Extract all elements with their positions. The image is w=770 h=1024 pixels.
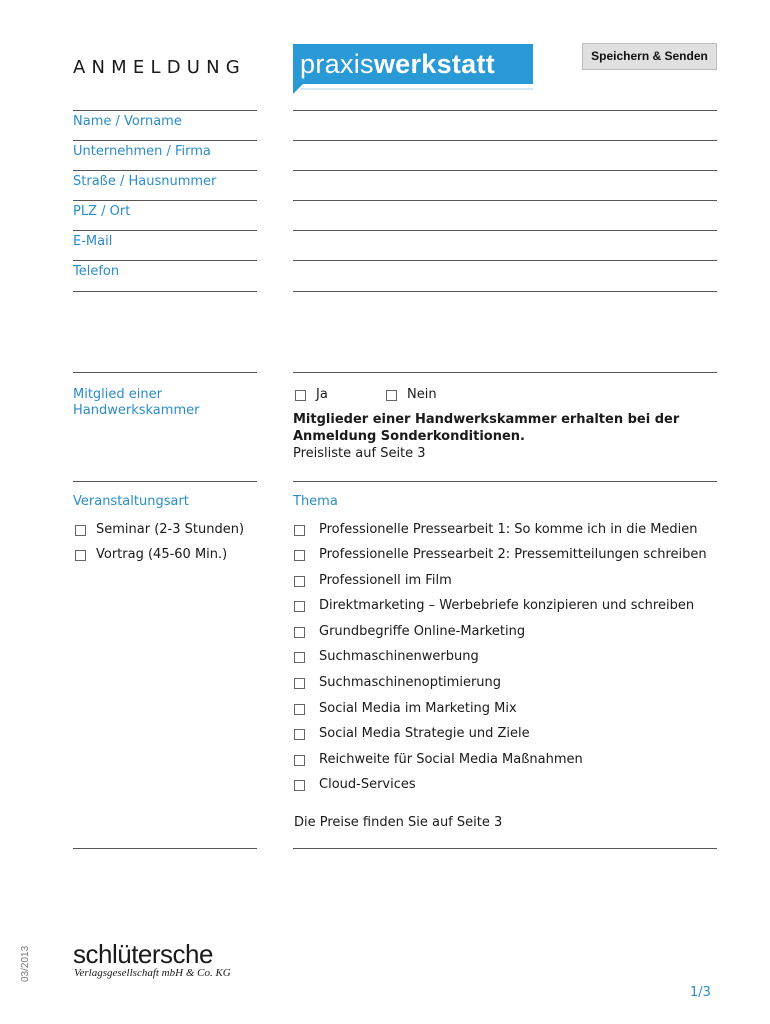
divider — [293, 200, 717, 201]
option-yes-label: Ja — [316, 387, 328, 402]
checkbox-topic[interactable] — [294, 755, 305, 766]
divider — [293, 481, 717, 482]
street-input[interactable] — [293, 174, 717, 198]
divider — [293, 372, 717, 373]
zip-city-input[interactable] — [293, 204, 717, 228]
divider — [73, 260, 257, 261]
topic-option: Cloud-Services — [319, 777, 416, 792]
logo-light-text: praxis — [300, 49, 374, 79]
topic-option: Professionelle Pressearbeit 2: Pressemitteilungen schreiben — [319, 547, 707, 562]
email-input[interactable] — [293, 234, 717, 258]
company-input[interactable] — [293, 144, 717, 168]
logo-underline — [300, 88, 533, 90]
topic-option: Professionell im Film — [319, 573, 452, 588]
field-label-company: Unternehmen / Firma — [73, 144, 211, 159]
topic-option: Suchmaschinenoptimierung — [319, 675, 502, 690]
topic-option: Social Media Strategie und Ziele — [319, 726, 530, 741]
field-label-zip-city: PLZ / Ort — [73, 204, 131, 219]
event-type-option: Vortrag (45-60 Min.) — [96, 547, 228, 562]
membership-label-line1: Mitglied einer — [73, 387, 162, 402]
topic-option: Grundbegriffe Online-Marketing — [319, 624, 526, 639]
name-input[interactable] — [293, 114, 717, 138]
divider — [73, 372, 257, 373]
save-send-button[interactable]: Speichern & Senden — [582, 43, 717, 70]
topic-heading: Thema — [293, 494, 338, 509]
field-label-street: Straße / Hausnummer — [73, 174, 217, 189]
divider — [73, 140, 257, 141]
checkbox-seminar[interactable] — [75, 525, 86, 536]
praxiswerkstatt-logo — [293, 44, 533, 84]
divider — [293, 170, 717, 171]
date-code: 03/2013 — [20, 945, 31, 982]
checkbox-talk[interactable] — [75, 550, 86, 561]
checkbox-topic[interactable] — [294, 576, 305, 587]
divider — [73, 291, 257, 292]
topic-option: Professionelle Pressearbeit 1: So komme ich in die Medien — [319, 522, 698, 537]
membership-note-line1: Mitglieder einer Handwerkskammer erhalten bei der — [293, 412, 680, 427]
page-title: ANMELDUNG — [73, 57, 246, 78]
checkbox-topic[interactable] — [294, 652, 305, 663]
checkbox-topic[interactable] — [294, 780, 305, 791]
divider — [73, 110, 257, 111]
topic-option: Suchmaschinenwerbung — [319, 649, 479, 664]
divider — [293, 230, 717, 231]
prices-note: Die Preise finden Sie auf Seite 3 — [294, 815, 503, 830]
membership-note-line2: Anmeldung Sonderkonditionen. — [293, 429, 525, 444]
checkbox-topic[interactable] — [294, 525, 305, 536]
checkbox-topic[interactable] — [294, 704, 305, 715]
topic-option: Direktmarketing – Werbebriefe konzipieren und schreiben — [319, 598, 695, 613]
divider — [73, 481, 257, 482]
topic-option: Reichweite für Social Media Maßnahmen — [319, 752, 583, 767]
divider — [73, 200, 257, 201]
divider — [293, 110, 717, 111]
checkbox-topic[interactable] — [294, 601, 305, 612]
phone-input[interactable] — [293, 264, 717, 288]
event-type-option: Seminar (2-3 Stunden) — [96, 522, 245, 537]
brand-subtitle: Verlagsgesellschaft mbH & Co. KG — [74, 967, 231, 979]
checkbox-topic[interactable] — [294, 678, 305, 689]
field-label-phone: Telefon — [73, 264, 120, 279]
field-label-name: Name / Vorname — [73, 114, 182, 129]
checkbox-topic[interactable] — [294, 550, 305, 561]
checkbox-no[interactable] — [386, 390, 397, 401]
membership-label-line2: Handwerkskammer — [73, 403, 200, 418]
divider — [73, 170, 257, 171]
checkbox-topic[interactable] — [294, 627, 305, 638]
divider — [293, 260, 717, 261]
divider — [293, 140, 717, 141]
divider — [293, 848, 717, 849]
brand-logo: schlütersche — [73, 939, 213, 969]
field-label-email: E-Mail — [73, 234, 113, 249]
logo-bold-text: werkstatt — [373, 49, 496, 79]
event-type-heading: Veranstaltungsart — [73, 494, 189, 509]
divider — [293, 291, 717, 292]
checkbox-topic[interactable] — [294, 729, 305, 740]
option-no-label: Nein — [407, 387, 437, 402]
divider — [73, 230, 257, 231]
membership-note-line3: Preisliste auf Seite 3 — [293, 446, 426, 461]
divider — [73, 848, 257, 849]
topic-option: Social Media im Marketing Mix — [319, 701, 517, 716]
page-number: 1/3 — [690, 985, 711, 1000]
checkbox-yes[interactable] — [295, 390, 306, 401]
